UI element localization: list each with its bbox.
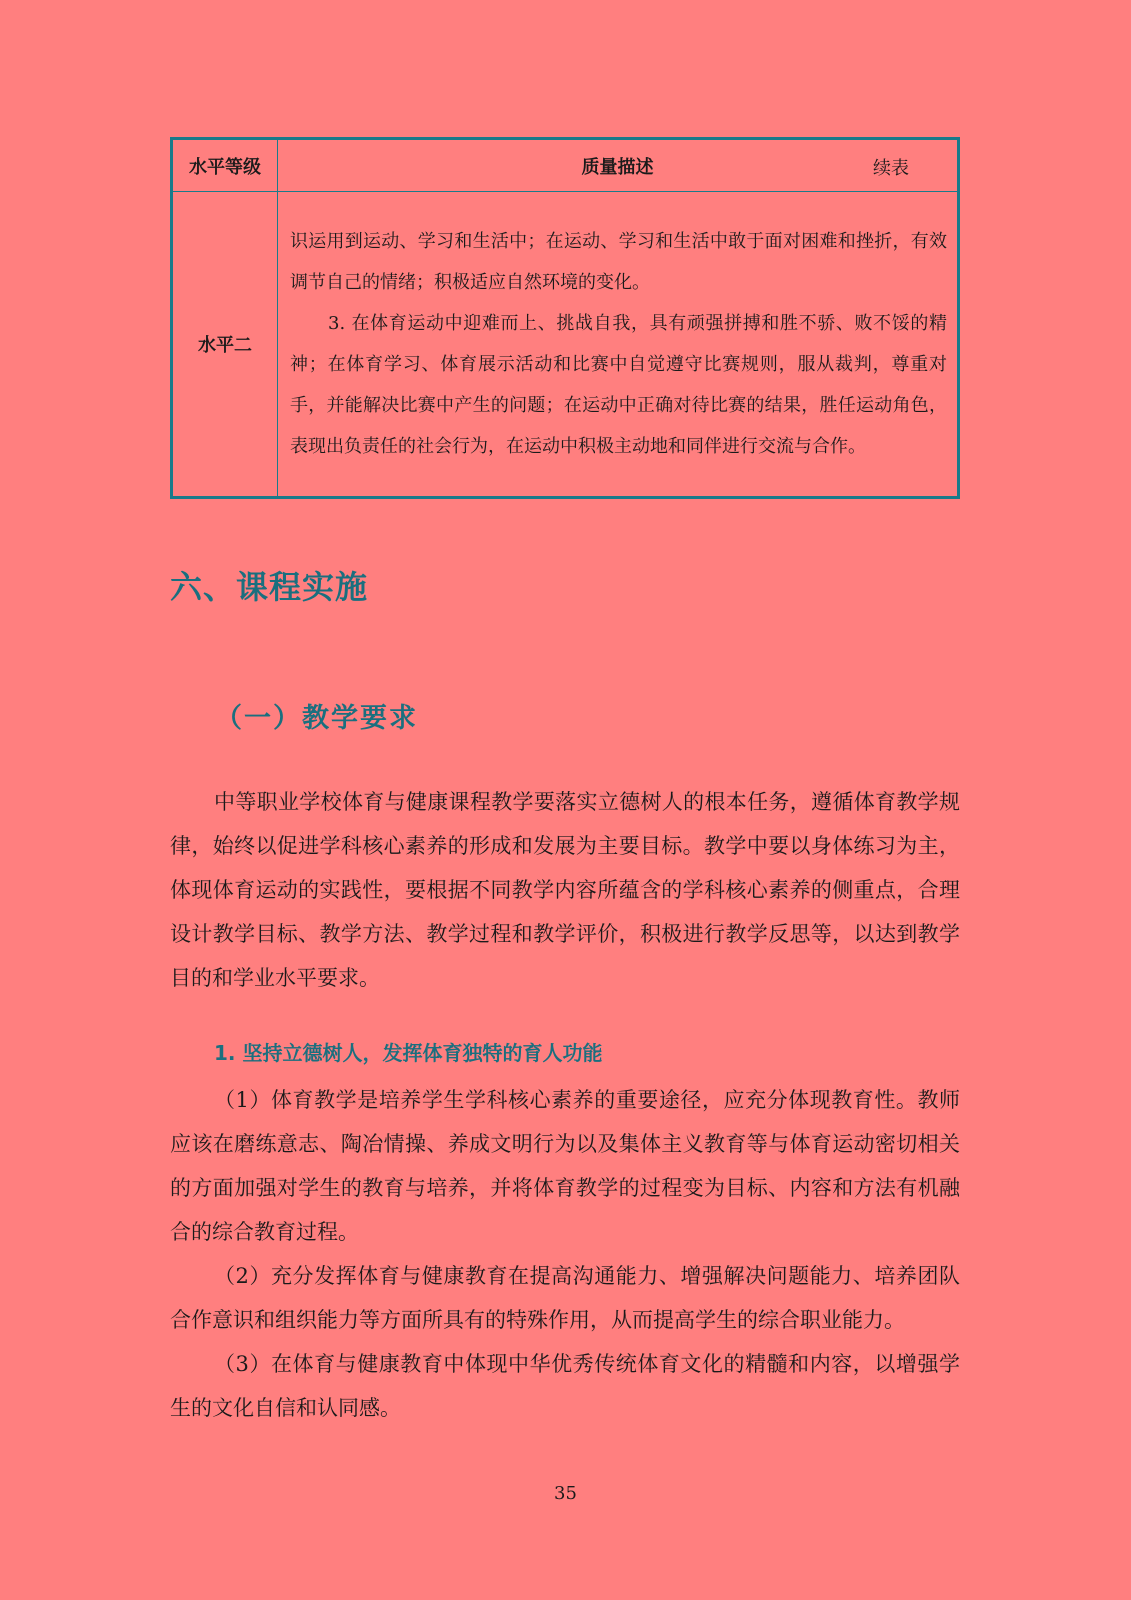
header-level: 水平等级 [173, 140, 278, 192]
intro-block [170, 780, 960, 1000]
header-description-label: 质量描述 [581, 156, 654, 178]
continued-label: 续表 [873, 158, 909, 179]
table-row [173, 192, 958, 497]
section-title: 六、课程实施 [170, 568, 369, 606]
row-paragraph-1: 识运用到运动、学习和生活中；在运动、学习和生活中敢于面对困难和挫折，有效调节自己的情绪；积极适应自然环境的变化。 [290, 231, 947, 293]
quality-table [170, 137, 960, 499]
list-item: （3）在体育与健康教育中体现中华优秀传统体育文化的精髓和内容，以增强学生的文化自信和认同感。 [170, 1352, 960, 1420]
header-description [278, 140, 958, 192]
items-block [170, 1078, 960, 1430]
quality-table-grid [172, 139, 958, 497]
row-description [278, 192, 958, 497]
point-1-title: 1. 坚持立德树人，发挥体育独特的育人功能 [214, 1041, 603, 1065]
list-item: （1）体育教学是培养学生学科核心素养的重要途径，应充分体现教育性。教师应该在磨练意志、陶冶情操、养成文明行为以及集体主义教育等与体育运动密切相关的方面加强对学生的教育与培养，并将体育教学的过程变为目标、内容和方法有机融合的综合教育过程。 [170, 1088, 960, 1244]
table-header-row [173, 140, 958, 192]
section-subtitle: （一）教学要求 [215, 703, 418, 734]
row-level: 水平二 [173, 192, 278, 497]
list-item: （2）充分发挥体育与健康教育在提高沟通能力、增强解决问题能力、培养团队合作意识和组织能力等方面所具有的特殊作用，从而提高学生的综合职业能力。 [170, 1264, 960, 1332]
row-paragraph-2: 3. 在体育运动中迎难而上、挑战自我，具有顽强拼搏和胜不骄、败不馁的精神；在体育学习、体育展示活动和比赛中自觉遵守比赛规则，服从裁判，尊重对手，并能解决比赛中产生的问题；在运动中正确对待比赛的结果，胜任运动角色，表现出负责任的社会行为，在运动中积极主动地和同伴进行交流与合作。 [290, 313, 947, 457]
page-number: 35 [554, 1483, 577, 1504]
intro-paragraph: 中等职业学校体育与健康课程教学要落实立德树人的根本任务，遵循体育教学规律，始终以促进学科核心素养的形成和发展为主要目标。教学中要以身体练习为主，体现体育运动的实践性，要根据不同教学内容所蕴含的学科核心素养的侧重点，合理设计教学目标、教学方法、教学过程和教学评价，积极进行教学反思等，以达到教学目的和学业水平要求。 [170, 790, 960, 990]
